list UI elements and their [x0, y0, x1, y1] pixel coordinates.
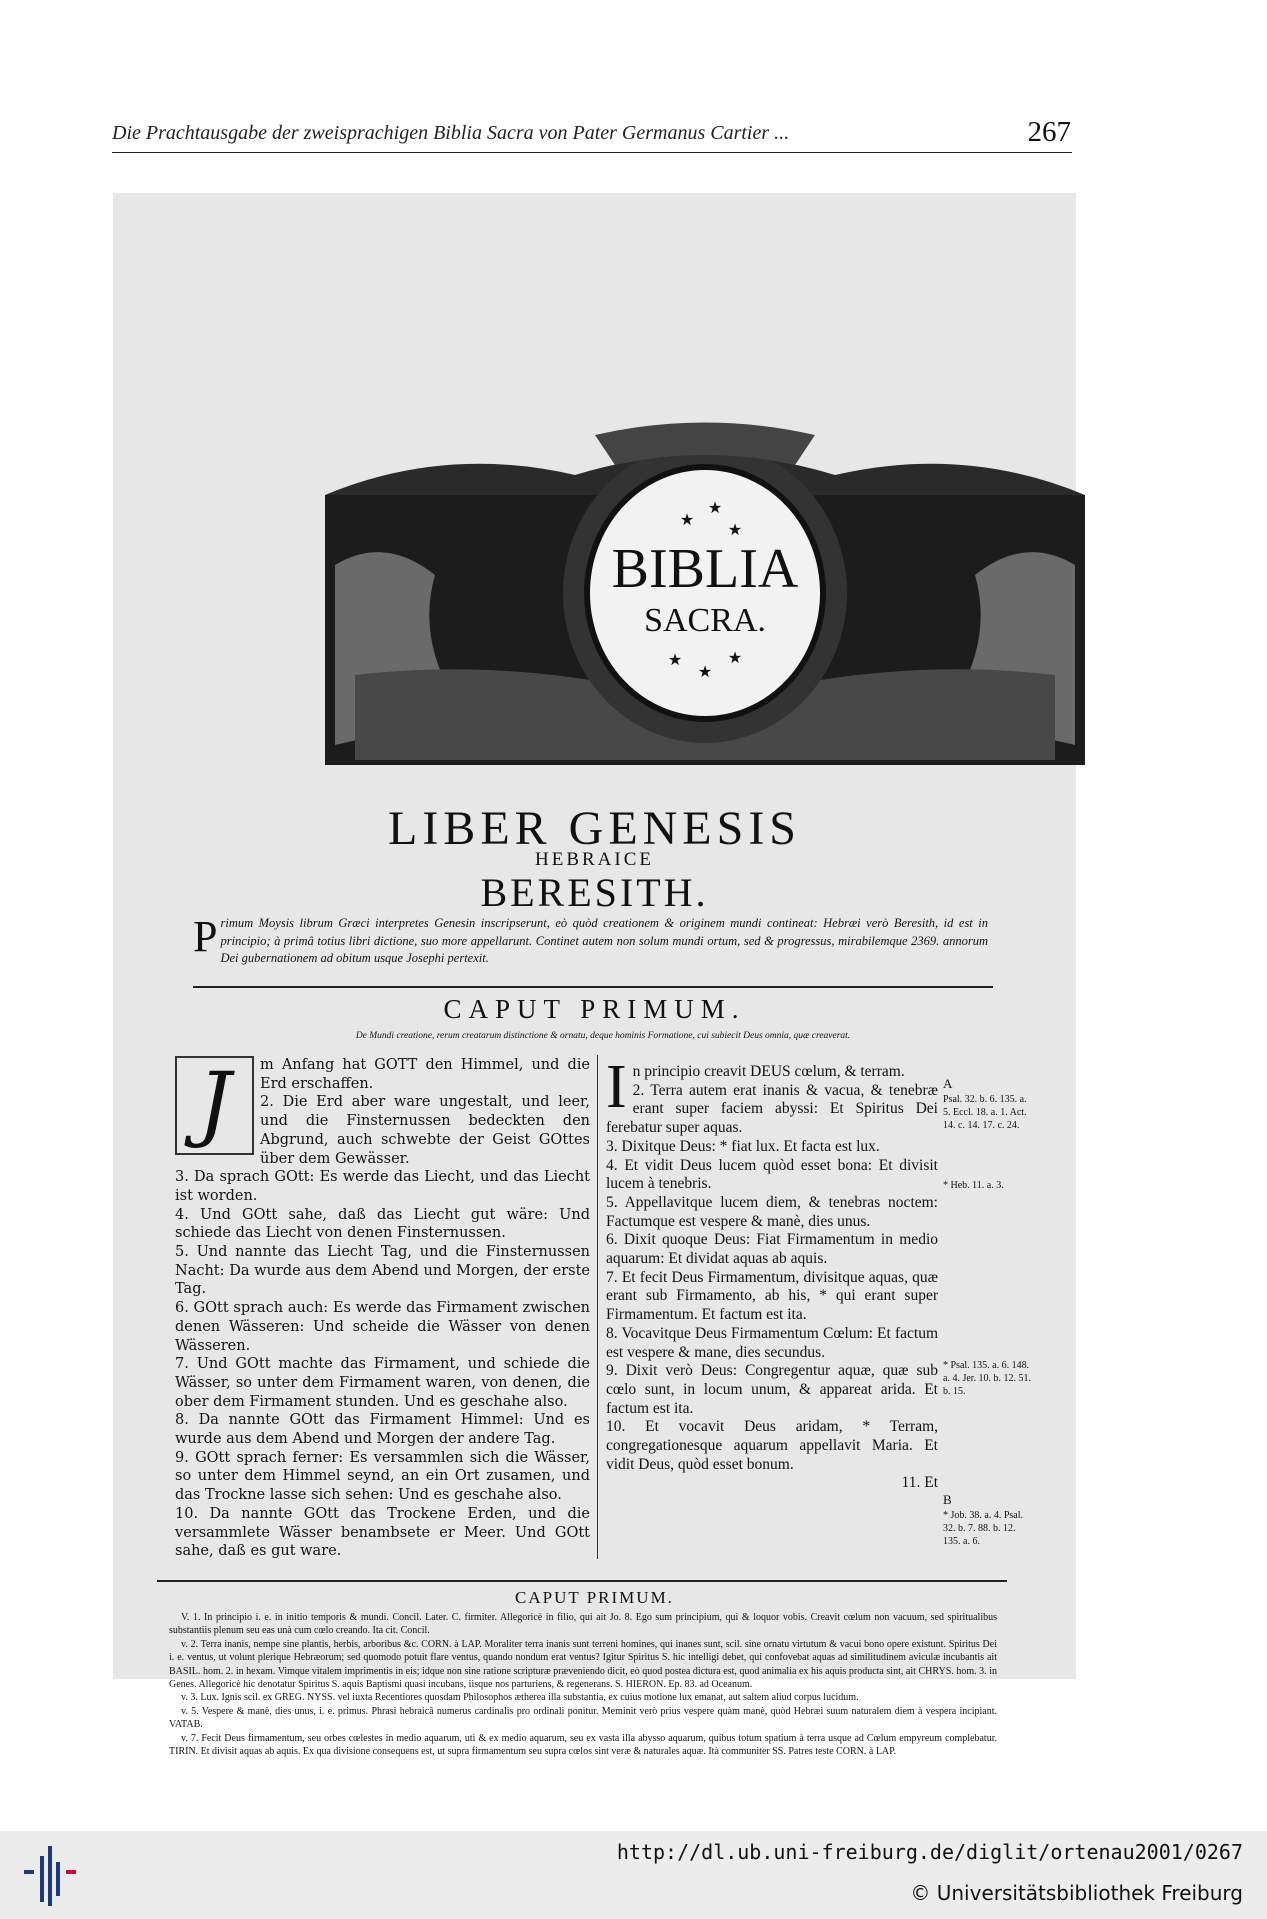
german-verse-8: 8. Da nannte GOtt das Firmament Himmel: Und es wurde aus dem Abend und Morgen der andere Tag.: [175, 1412, 590, 1448]
latin-verse-3: 3. Dixitque Deus: * fiat lux. Et facta est lux.: [606, 1137, 880, 1155]
latin-verse-10: 10. Et vocavit Deus aridam, * Terram, congregationesque aquarum appellavit Maria. Et vidit Deus, quòd esset bonum.: [606, 1418, 938, 1473]
intro-rule: [193, 986, 993, 988]
commentary-heading: CAPUT PRIMUM.: [515, 1588, 674, 1607]
page-number: 267: [1027, 116, 1071, 148]
title-woodcut-illustration: [325, 415, 1085, 767]
commentary-notes: [169, 1611, 997, 1758]
german-verse-2: 2. Die Erd aber ware ungestalt, und leer, und die Finsternussen bedeckten den Abgrund, auch schwebte der Geist GOttes über dem Gewässer.: [260, 1094, 590, 1167]
chapter-summary: De Mundi creatione, rerum creatarum distinctione & ornatu, deque hominis Formatione, cui subiecit Deus omnia, quæ creaverat.: [355, 1031, 851, 1041]
svg-text:★: ★: [667, 650, 683, 669]
latin-verse-2: 2. Terra autem erat inanis & vacua, & tenebræ erant super faciem abyssi: Et Spiritus Dei ferebatur super aquas.: [606, 1081, 938, 1137]
german-text-column: [175, 1056, 590, 1561]
margin-refs-mid: * Psal. 135. a. 6. 148. a. 4. Jer. 10. b. 12. 51. b. 15.: [943, 1360, 1032, 1397]
commentary-note: v. 3. Lux. Ignis scil. ex GREG. NYSS. vel iuxta Recentiores quosdam Philosophos ætherea illa substantia, ex cuius motione lux emanat, aut saltem aliud corpus lucidum.: [181, 1692, 859, 1704]
commentary-note: v. 7. Fecit Deus firmamentum, seu orbes cœlestes in medio aquarum, uti & ex medio aquarum, seu ex vasta illa abysso aquarum, quibus totum spatium à terra usque ad Cœlum empyreum complebatur. TIRIN. Et divisit aquas ab aquis. Ex qua divisione consequens est, ut supra firmamentum seu supra cœlos sint veræ & naturales aquæ. Ità communiter SS. Patres teste CORN. à LAP.: [169, 1732, 997, 1758]
intro-paragraph: [193, 912, 988, 968]
svg-text:★: ★: [727, 648, 743, 667]
library-logo-icon: [20, 1842, 80, 1910]
latin-verse-6: 6. Dixit quoque Deus: Fiat Firmamentum in medio aquarum: Et dividat aquas ab aquis.: [606, 1231, 938, 1268]
scanned-bible-page: [113, 193, 1076, 1758]
copyright-notice: © Universitätsbibliothek Freiburg: [910, 1881, 1243, 1905]
commentary-note: v. 5. Vespere & manè, dies unus, i. e. primus. Phrasi hebraicâ numerus cardinalis pro ordinali ponitur. Meminit verò prius vespere quàm manè, quòd Hebræi suum naturalem diem à vespera incipiant. VATAB.: [169, 1705, 997, 1731]
chapter-heading: CAPUT PRIMUM.: [443, 994, 746, 1024]
margin-ref-heb: * Heb. 11. a. 3.: [943, 1180, 1004, 1191]
german-verse-1: m Anfang hat GOTT den Himmel, und die Erd erschaffen.: [260, 1057, 590, 1092]
svg-text:★: ★: [727, 520, 743, 539]
latin-verse-9: 9. Dixit verò Deus: Congregentur aquæ, quæ sub cœlo sunt, in locum unum, & appareat arida. Et factum est ita.: [606, 1362, 938, 1417]
latin-verse-4: 4. Et vidit Deus lucem quòd esset bona: Et divisit lucem à tenebris.: [606, 1156, 938, 1193]
book-title: LIBER GENESIS: [388, 802, 801, 855]
margin-letter-a: A: [943, 1076, 953, 1091]
latin-verse-1: n principio creavit DEUS cœlum, & terram.: [632, 1063, 905, 1080]
running-header-title: Die Prachtausgabe der zweisprachigen Biblia Sacra von Pater Germanus Cartier ...: [112, 122, 790, 144]
svg-text:★: ★: [697, 662, 713, 681]
latin-verse-5: 5. Appellavitque lucem diem, & tenebras noctem: Factumque est vespere & manè, dies unus.: [606, 1193, 938, 1230]
margin-refs-a: Psal. 32. b. 6. 135. a. 5. Eccl. 18. a. 1. Act. 14. c. 14. 17. c. 24.: [943, 1094, 1027, 1131]
latin-verse-7: 7. Et fecit Deus Firmamentum, divisitque aquas, quæ erant sub Firmamento, ab his, * qui erant super Firmamentum. Et factum est ita.: [606, 1268, 938, 1324]
german-verse-5: 5. Und nannte das Liecht Tag, und die Finsternussen Nacht: Da wurde aus dem Abend und Morgen, der erste Tag.: [175, 1244, 590, 1298]
german-verse-3: 3. Da sprach GOtt: Es werde das Liecht, und das Liecht ist worden.: [175, 1169, 590, 1204]
german-verse-10: 10. Da nannte GOtt das Trockene Erden, und die versammlete Wässer benambsete er Meer. Und GOtt sahe, daß es gut ware.: [175, 1505, 590, 1560]
intro-drop-cap: P: [193, 912, 218, 961]
commentary-note: v. 2. Terra inanis, nempe sine plantis, herbis, arboribus &c. CORN. à LAP. Moraliter terra inanis sunt terreni homines, qui inanes sunt, scil. sine ornatu virtutum & vacui bono opere existunt. Spiritus Dei i. e. ventus, ut volunt plerique Hebræorum; sed quomodo potuit flare ventus, quando nondum erat ventus? Igitur Spiritus S. hic intelligi debet, qui confovebat aquas ad similitudinem aviculæ incubantis ait BASIL. hom. 2. in hexam. Vimque vitalem imprimentis in eis; idque non sine ratione scripturæ præveniendo dicit, eò quod postea dictura est, quod animalia ex his aquis producta sint, ait CHRYS. hom. 3. in Genes. Allegoricè hic denotatur Spiritus S. aquis Baptismi quasi incubans, iisque nos parturiens, & regenerans. S. HIERON. Ep. 83. ad Oceanum.: [169, 1638, 997, 1691]
german-verse-4: 4. Und GOtt sahe, daß das Liecht gut wäre: Und schiede das Liecht von denen Finsternussen.: [175, 1206, 590, 1242]
latin-text-column: [606, 1053, 938, 1493]
margin-letter-b: B: [943, 1492, 952, 1507]
book-subtitle: HEBRAICE: [535, 849, 654, 870]
header-rule: [112, 152, 1072, 153]
woodcut-sacra-text: SACRA.: [644, 602, 766, 639]
german-drop-cap: J: [175, 1056, 254, 1155]
column-divider: [597, 1055, 598, 1559]
source-url-link[interactable]: http://dl.ub.uni-freiburg.de/diglit/ortenau2001/0267: [616, 1840, 1243, 1864]
commentary-note: V. 1. In principio i. e. in initio temporis & mundi. Concil. Later. C. firmiter. Allegoricè in filio, qui ait Jo. 8. Ego sum principium, qui & loquor vobis. Creavit cœlum non vacuum, sed spiritualibus substantiis plenum seu eas unà cum cœlo creando. Ita cit. Concil.: [169, 1612, 997, 1637]
german-verse-9: 9. GOtt sprach ferner: Es versammlen sich die Wässer, so unter dem Himmel seynd, an ein Ort zusamen, und das Trockne lasse sich sehen: Und es geschahe also.: [175, 1449, 590, 1504]
svg-text:★: ★: [679, 510, 695, 529]
german-verse-6: 6. GOtt sprach auch: Es werde das Firmament zwischen denen Wässeren: Und scheide die Wässer von denen Wässeren.: [175, 1300, 590, 1354]
latin-verse-8: 8. Vocavitque Deus Firmamentum Cœlum: Et factum est vespere & mane, dies secundus.: [606, 1324, 938, 1361]
woodcut-biblia-text: BIBLIA: [611, 538, 799, 600]
intro-text: rimum Moysis librum Græci interpretes Genesin inscripserunt, eò quòd creationem & originem mundi contineat: Hebræi verò Beresith, id est in principio; à primâ totius libri dictione, suo more appellarunt. Continet autem non solum mundi ortum, sed & progressus, mirabilemque 2369. annorum Dei gubernationem ad obitum usque Josephi pertexit.: [220, 916, 988, 965]
hebrew-title: BERESITH.: [480, 870, 709, 915]
commentary-rule: [157, 1580, 1007, 1582]
german-verse-7: 7. Und GOtt machte das Firmament, und schiede die Wässer, so unter dem Firmament waren, von denen, die ober dem Firmament stunden. Und es geschahe also.: [175, 1356, 590, 1410]
latin-drop-cap: I: [606, 1053, 627, 1121]
svg-text:★: ★: [707, 498, 723, 517]
margin-refs-b: * Job. 38. a. 4. Psal. 32. b. 7. 88. b. 12. 135. a. 6.: [943, 1510, 1023, 1547]
latin-catchword: 11. Et: [901, 1474, 938, 1492]
